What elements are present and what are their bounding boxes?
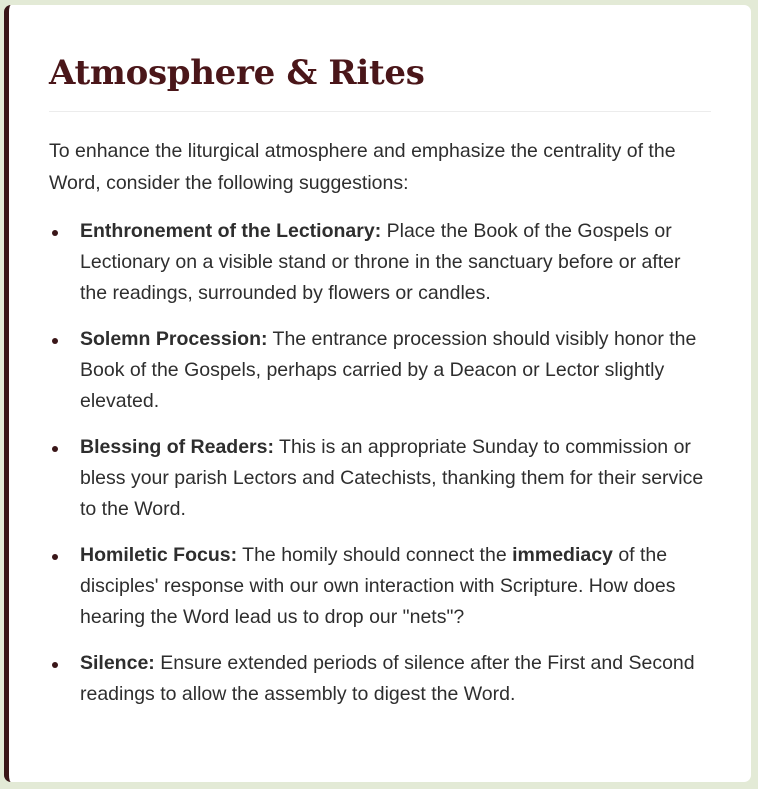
list-item [49, 648, 711, 710]
bullet-icon [52, 338, 58, 344]
item-text: Place the Book of the Gospels or Lectionary on a visible stand or throne in the sanctuary before or after the readings, surrounded by flowers or candles. [80, 220, 681, 304]
item-term: Silence: [80, 652, 155, 674]
item-text-before: The homily should connect the [237, 544, 513, 566]
content-card [4, 5, 751, 782]
item-term: Homiletic Focus: [80, 544, 238, 566]
bullet-icon [52, 446, 58, 452]
list-item [49, 324, 711, 417]
item-text-after: of the disciples' response with our own interaction with Scripture. How does hearing the Word lead us to drop our "nets"? [80, 544, 676, 628]
suggestions-list [49, 216, 711, 710]
intro-paragraph: To enhance the liturgical atmosphere and emphasize the centrality of the Word, consider the following suggestions: [49, 140, 676, 194]
item-text: Ensure extended periods of silence after the First and Second readings to allow the assembly to digest the Word. [80, 652, 695, 705]
item-term: Enthronement of the Lectionary: [80, 220, 382, 242]
bullet-icon [52, 554, 58, 560]
item-text: The entrance procession should visibly honor the Book of the Gospels, perhaps carried by a Deacon or Lector slightly elevated. [80, 328, 697, 412]
item-text: This is an appropriate Sunday to commission or bless your parish Lectors and Catechists, thanking them for their service to the Word. [80, 436, 704, 520]
title-divider [49, 111, 711, 112]
list-item [49, 432, 711, 525]
bullet-icon [52, 662, 58, 668]
item-term: Solemn Procession: [80, 328, 268, 350]
section-title: Atmosphere & Rites [49, 53, 425, 93]
bullet-icon [52, 230, 58, 236]
item-term: Blessing of Readers: [80, 436, 274, 458]
list-item [49, 540, 711, 633]
list-item [49, 216, 711, 309]
item-emphasis: immediacy [512, 544, 613, 566]
